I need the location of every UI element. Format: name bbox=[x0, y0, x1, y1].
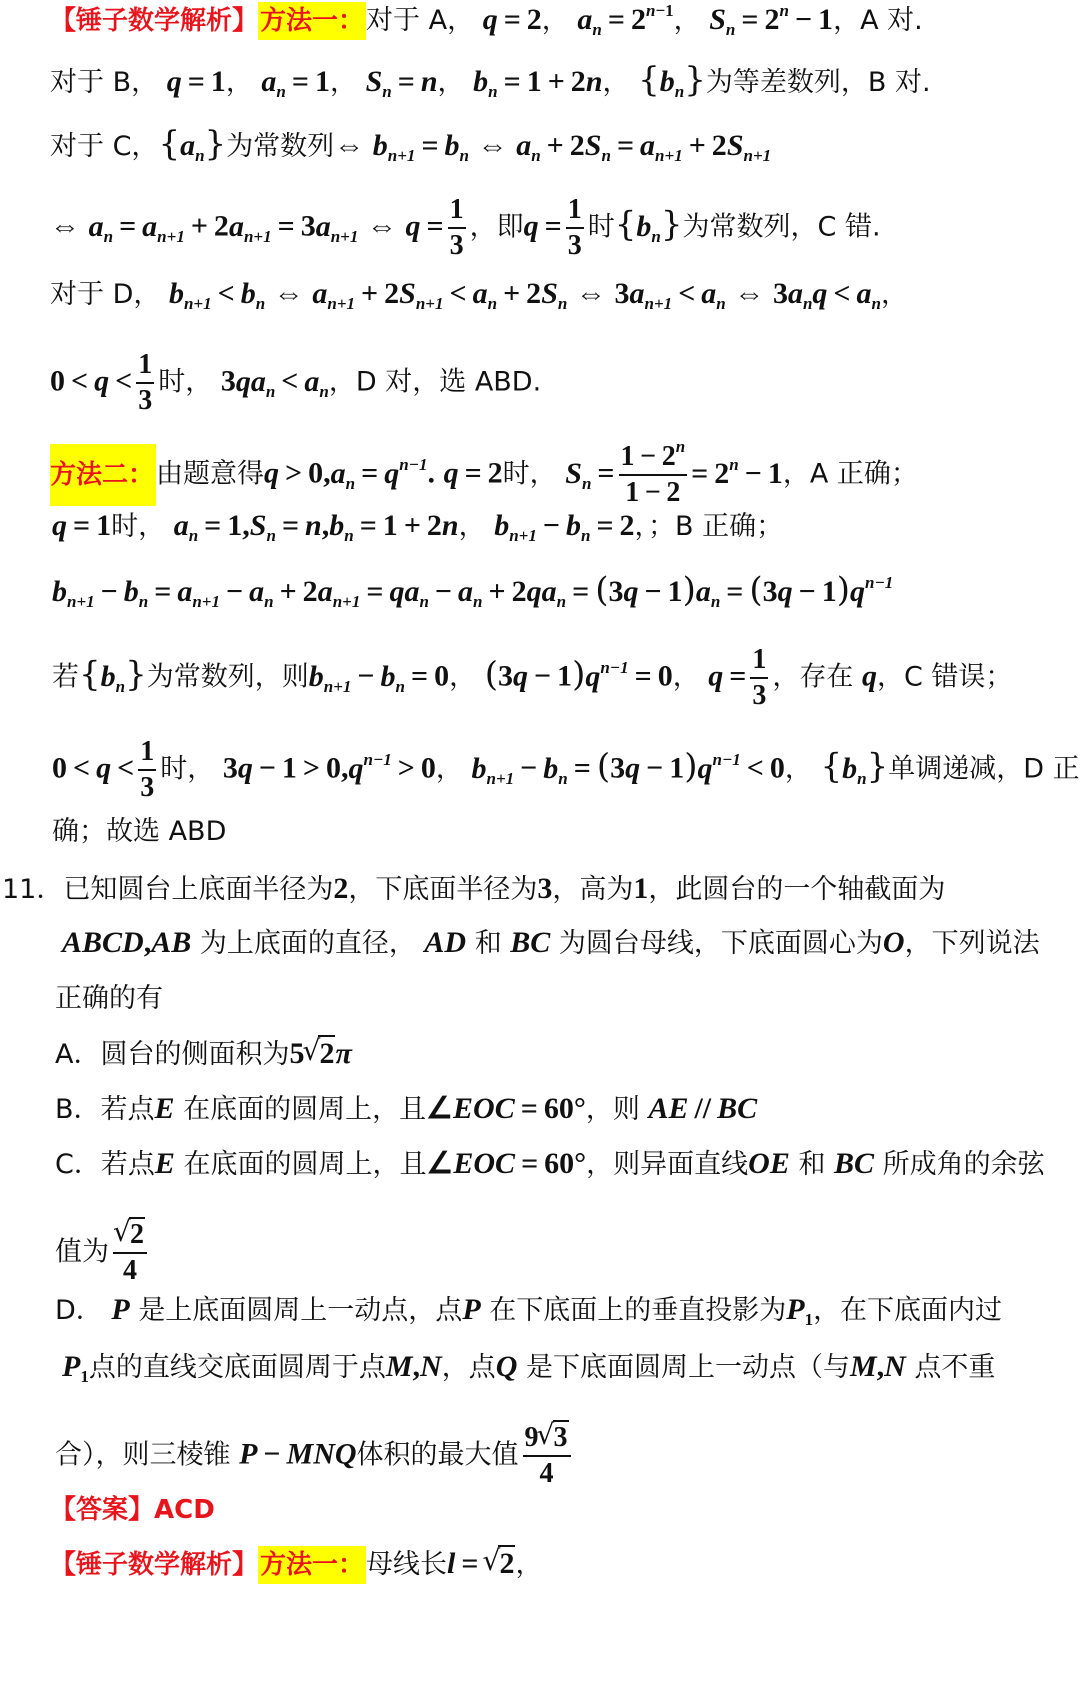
method-one-line-2: 对于 B， q = 1， $a_n = 1$， $S_n = n$， $b_n = 1 + 2n$， $\{b_n\}$为等差数列，B 对. bbox=[50, 60, 931, 101]
option-c-line-1: C．若点E 在底面的圆周上，且∠EOC = 60°，则异面直线OE 和 BC 所成角的余弦 bbox=[55, 1147, 1045, 1180]
answer-label: 【答案】ACD bbox=[50, 1495, 215, 1525]
method-two-label: 方法二： bbox=[50, 444, 156, 506]
method-one-line-5: 对于 D， $b_{n+1} < b_n$ ⇔ $a_{n+1} + 2S_{n+1} < a_n + 2S_n$ ⇔ $3a_{n+1} < a_n$ ⇔ $3a_nq < a_n$， bbox=[50, 277, 908, 313]
question-11-stem-line-3: 正确的有 bbox=[55, 983, 163, 1014]
method-two-line-5: 0 < q < $\frac{1}{3}$ 时， $3q - 1 > 0,q^{n-1} > 0$， $b_{n+1} - b_n = (3q - 1)q^{n-1} < 0$， $\{b_n\}$单调递减，D 正 bbox=[52, 736, 1080, 803]
method-one-line-6: 0 < q < $\frac{1}{3}$ 时， $3qa_n < a_n$，D 对，选 ABD. bbox=[50, 349, 542, 416]
method-two-line-4: 若$\{b_n\}$为常数列，则$b_{n+1} - b_n = 0$， $(3q - 1)q^{n-1} = 0$， q = $\frac{1}{3}$ ，存在 q，C 错误； bbox=[52, 644, 1013, 711]
question-11-stem-line-1: 11．已知圆台上底面半径为2，下底面半径为3，高为1，此圆台的一个轴截面为 bbox=[2, 872, 946, 905]
option-b: B．若点E 在底面的圆周上，且∠EOC = 60°，则 AE // BC bbox=[55, 1092, 758, 1125]
answer-method-one-line: 【锤子数学解析】方法一：母线长l = √ 2， bbox=[50, 1547, 1080, 1582]
method-two-line-2: q = 1时， $a_n = 1,S_n = n,b_n = 1 + 2n$， $b_{n+1} - b_n = 2$，；B 正确； bbox=[52, 509, 784, 545]
method-one-line-4: ⇔ $a_n = a_{n+1} + 2a_{n+1} = 3a_{n+1}$ ⇔ q = $\frac{1}{3}$ ，即q = $\frac{1}{3}$ 时$\{b_n\}$为常数列，C 错. bbox=[50, 194, 881, 261]
answer-method-one-label: 方法一： bbox=[258, 1546, 366, 1584]
question-11-stem-line-2: ABCD,AB 为上底面的直径， AD 和 BC 为圆台母线，下底面圆心为O，下列说法 bbox=[62, 926, 1040, 959]
option-d-line-1: D． P 是上底面圆周上一动点，点P 在下底面上的垂直投影为$P_1$，在下底面内过 bbox=[55, 1293, 1003, 1329]
method-two-line-6: 确；故选 ABD bbox=[52, 816, 227, 847]
answer-header: 【锤子数学解析】 bbox=[50, 1550, 259, 1580]
method-two-line-3: $b_{n+1} - b_n = a_{n+1} - a_n + 2a_{n+1} = qa_n - a_n + 2qa_n = (3q - 1)a_n = (3q - 1)q^{n-1}$ bbox=[52, 570, 894, 611]
method-two-line-1: 方法二：由题意得$q > 0,a_n = q^{n-1}$. q = 2时， $S_n$ = $\frac{1 - 2^n}{1 - 2}$ = $2^n - 1$，A 正确； bbox=[50, 437, 918, 508]
method-one-header: 【锤子数学解析】 bbox=[50, 6, 259, 36]
option-d-line-3: 合），则三棱锥 P − MNQ体积的最大值 $\frac{9√ 3}{4}$ bbox=[55, 1423, 1080, 1489]
option-c-line-2: 值为 √ $\frac{2}{4}$ bbox=[55, 1220, 1080, 1286]
question-number: 11． bbox=[2, 874, 64, 905]
method-one-label: 方法一： bbox=[258, 2, 366, 40]
option-d-line-2: $P_1$点的直线交底面圆周于点M,N，点Q 是下底面圆周上一动点（与M,N 点不重 bbox=[62, 1350, 996, 1386]
method-one-line-1: 【锤子数学解析】方法一：对于 A， q = 2， $a_n = 2^{n-1}$， $S_n = 2^n - 1$，A 对. bbox=[50, 1, 923, 39]
option-a: A．圆台的侧面积为5√ 2π bbox=[55, 1037, 1080, 1072]
answer-line bbox=[50, 1493, 1080, 1527]
method-one-line-3: 对于 C，$\{a_n\}$为常数列⇔ $b_{n+1} = b_n$ ⇔ $a_n + 2S_n = a_{n+1} + 2S_{n+1}$ bbox=[50, 124, 772, 165]
